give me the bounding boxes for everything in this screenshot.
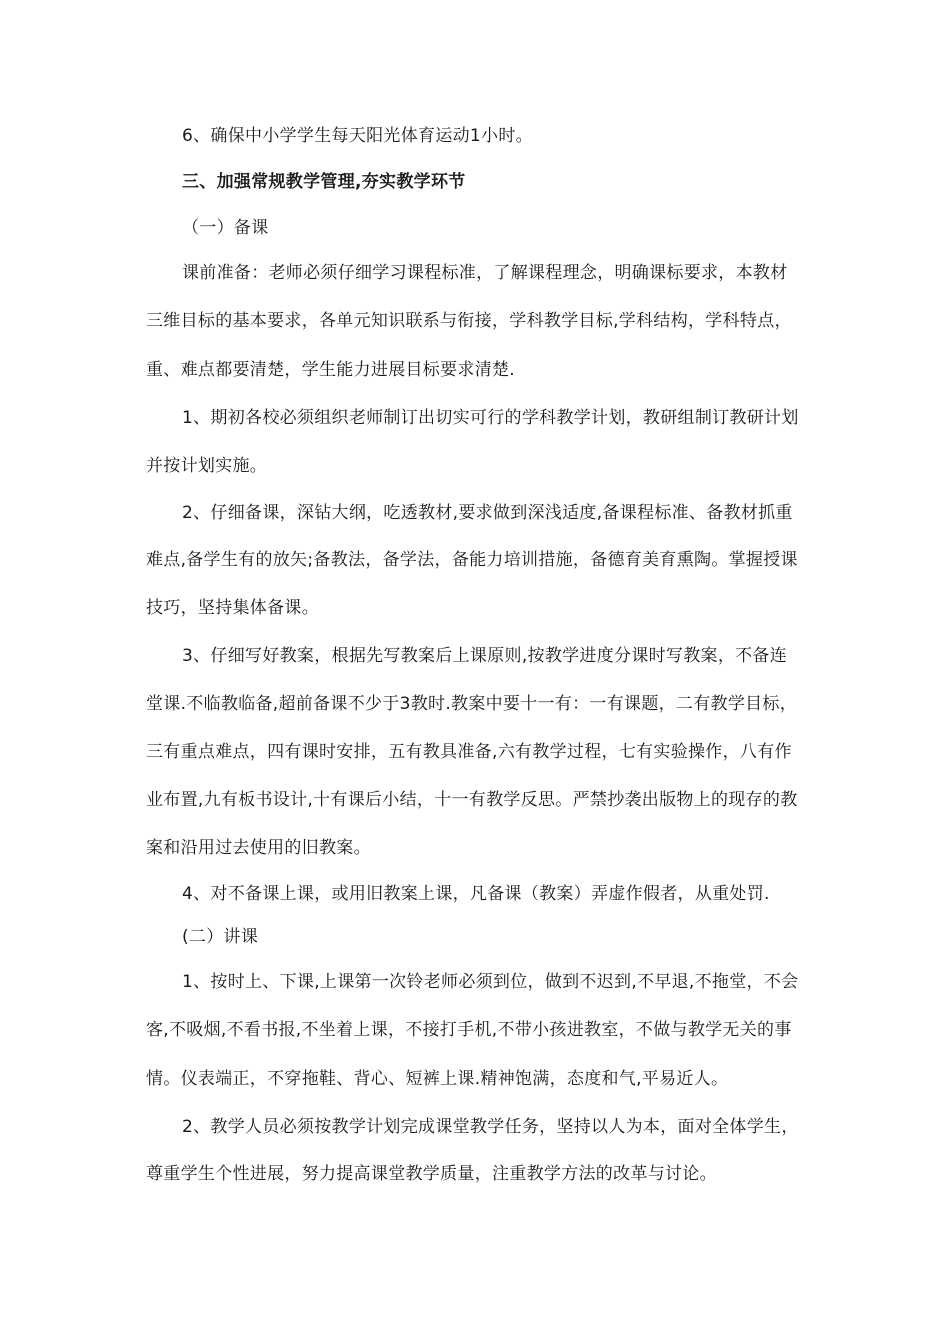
paragraph-line: 并按计划实施。: [146, 456, 268, 476]
paragraph-line: 技巧，坚持集体备课。: [146, 598, 319, 618]
paragraph-line: 2、教学人员必须按教学计划完成课堂教学任务，坚持以人为本，面对全体学生，: [182, 1117, 799, 1137]
paragraph-line: 堂课.不临教临备,超前备课不少于3教时.教案中要十一有：一有课题，二有教学目标，: [146, 694, 798, 714]
paragraph-line: 情。仪表端正，不穿拖鞋、背心、短裤上课.精神饱满，态度和气,平易近人。: [146, 1069, 729, 1089]
subsection-lesson-prep: （一）备课: [182, 218, 269, 238]
paragraph-line: 三有重点难点，四有课时安排，五有教具准备,六有教学过程，七有实验操作，八有作: [146, 742, 792, 762]
subsection-teaching: (二）讲课: [182, 927, 259, 947]
section-heading-three: 三、加强常规教学管理,夯实教学环节: [182, 172, 466, 192]
paragraph-line: 4、对不备课上课，或用旧教案上课，凡备课（教案）弄虚作假者，从重处罚.: [182, 884, 770, 904]
paragraph-line: 尊重学生个性进展，努力提高课堂教学质量，注重教学方法的改革与讨论。: [146, 1164, 717, 1184]
paragraph-line: 课前准备：老师必须仔细学习课程标准，了解课程理念，明确课标要求，本教材: [182, 263, 788, 283]
paragraph-line: 三维目标的基本要求，各单元知识联系与衔接，学科教学目标,学科结构，学科特点，: [146, 311, 792, 331]
paragraph-line: 业布置,九有板书设计,十有课后小结，十一有教学反思。严禁抄袭出版物上的现存的教: [146, 790, 798, 810]
item-6-sports: 6、确保中小学学生每天阳光体育运动1小时。: [182, 126, 533, 146]
paragraph-line: 案和沿用过去使用的旧教案。: [146, 838, 371, 858]
paragraph-line: 1、按时上、下课,上课第一次铃老师必须到位，做到不迟到,不早退,不拖堂，不会: [182, 972, 799, 992]
paragraph-line: 2、仔细备课，深钻大纲，吃透教材,要求做到深浅适度,备课程标准、备教材抓重: [182, 503, 793, 523]
paragraph-line: 3、仔细写好教案，根据先写教案后上课原则,按教学进度分课时写教案，不备连: [182, 646, 788, 666]
paragraph-line: 1、期初各校必须组织老师制订出切实可行的学科教学计划，教研组制订教研计划: [182, 408, 799, 428]
paragraph-line: 客,不吸烟,不看书报,不坐着上课，不接打手机,不带小孩进教室，不做与教学无关的事: [146, 1020, 792, 1040]
paragraph-line: 难点,备学生有的放矢;备教法，备学法，备能力培训措施，备德育美育熏陶。掌握授课: [146, 550, 798, 570]
paragraph-line: 重、难点都要清楚，学生能力进展目标要求清楚.: [146, 360, 516, 380]
